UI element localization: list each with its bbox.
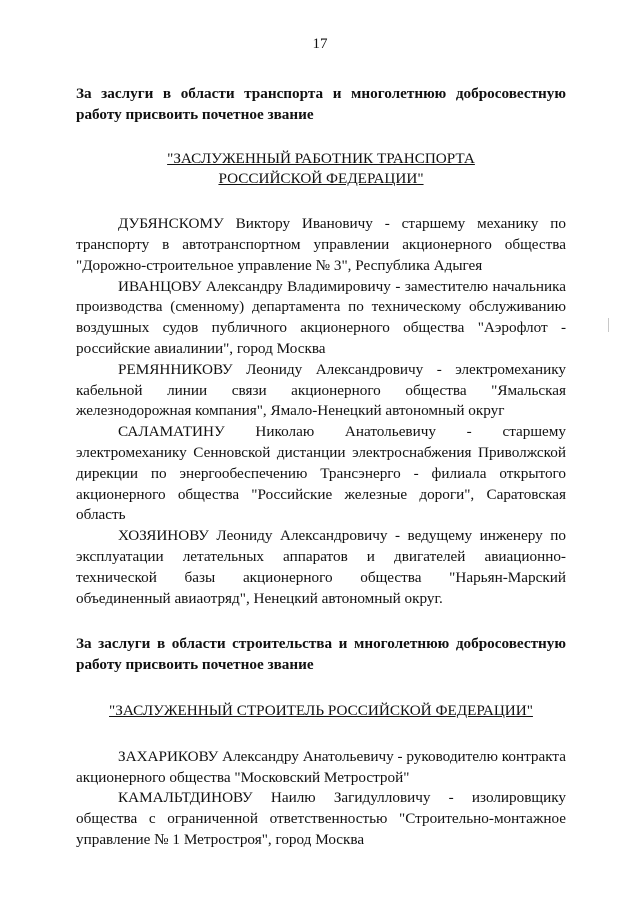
award-intro: За заслуги в области транспорта и многолетнюю добросовестную работу присвоить почетное звание — [76, 85, 566, 123]
recipient-list — [76, 214, 566, 609]
recipient-entry: КАМАЛЬТДИНОВУ Наилю Загидулловичу - изолировщику общества с ограниченной ответственностью "Строительно-монтажное управление № 1 Метростроя", город Москва — [76, 789, 566, 848]
recipient-entry: РЕМЯННИКОВУ Леониду Александровичу - электромеханику кабельной линии связи акционерного общества "Ямальская железнодорожная компания", Ямало-Ненецкий автономный округ — [76, 360, 566, 420]
award-intro: За заслуги в области строительства и многолетнюю добросовестную работу присвоить почетное звание — [76, 635, 566, 674]
award-section-construction — [76, 634, 566, 850]
recipient-entry: ЗАХАРИКОВУ Александру Анатольевичу - руководителю контракта акционерного общества "Московский Метрострой" — [76, 747, 566, 786]
recipient-list — [76, 747, 566, 851]
scan-mark — [608, 318, 609, 332]
recipient-entry: ИВАНЦОВУ Александру Владимировичу - заместителю начальника производства (сменному) департамента по техническому обслуживанию воздушных судов публичного акционерного общества "Аэрофлот - российские авиалинии", город Москва — [76, 277, 566, 357]
recipient-entry: ХОЗЯИНОВУ Леониду Александровичу - ведущему инженеру по эксплуатации летательных аппаратов и двигателей авиационно-технической базы акционерного общества "Нарьян-Марский объединенный авиаотряд", Ненецкий автономный округ. — [76, 527, 566, 607]
award-title-line: РОССИЙСКОЙ ФЕДЕРАЦИИ" — [218, 170, 424, 188]
page-number: 17 — [312, 36, 328, 52]
recipient-entry: САЛАМАТИНУ Николаю Анатольевичу - старшему электромеханику Сенновской дистанции электроснабжения Приволжской дирекции по энергообеспечению Трансэнерго - филиала открытого акционерного общества "Российские железные дороги", Саратовская область — [76, 423, 566, 524]
award-title — [76, 149, 566, 191]
award-title-line: "ЗАСЛУЖЕННЫЙ РАБОТНИК ТРАНСПОРТА — [167, 149, 475, 167]
award-title-line: "ЗАСЛУЖЕННЫЙ СТРОИТЕЛЬ РОССИЙСКОЙ ФЕДЕРАЦИИ" — [109, 701, 533, 719]
recipient-entry: ДУБЯНСКОМУ Виктору Ивановичу - старшему механику по транспорту в автотранспортном управлении акционерного общества "Дорожно-строительное управление № 3", Республика Адыгея — [76, 215, 566, 274]
award-title — [76, 701, 566, 722]
page-content — [76, 84, 566, 851]
award-section-transport — [76, 84, 566, 609]
